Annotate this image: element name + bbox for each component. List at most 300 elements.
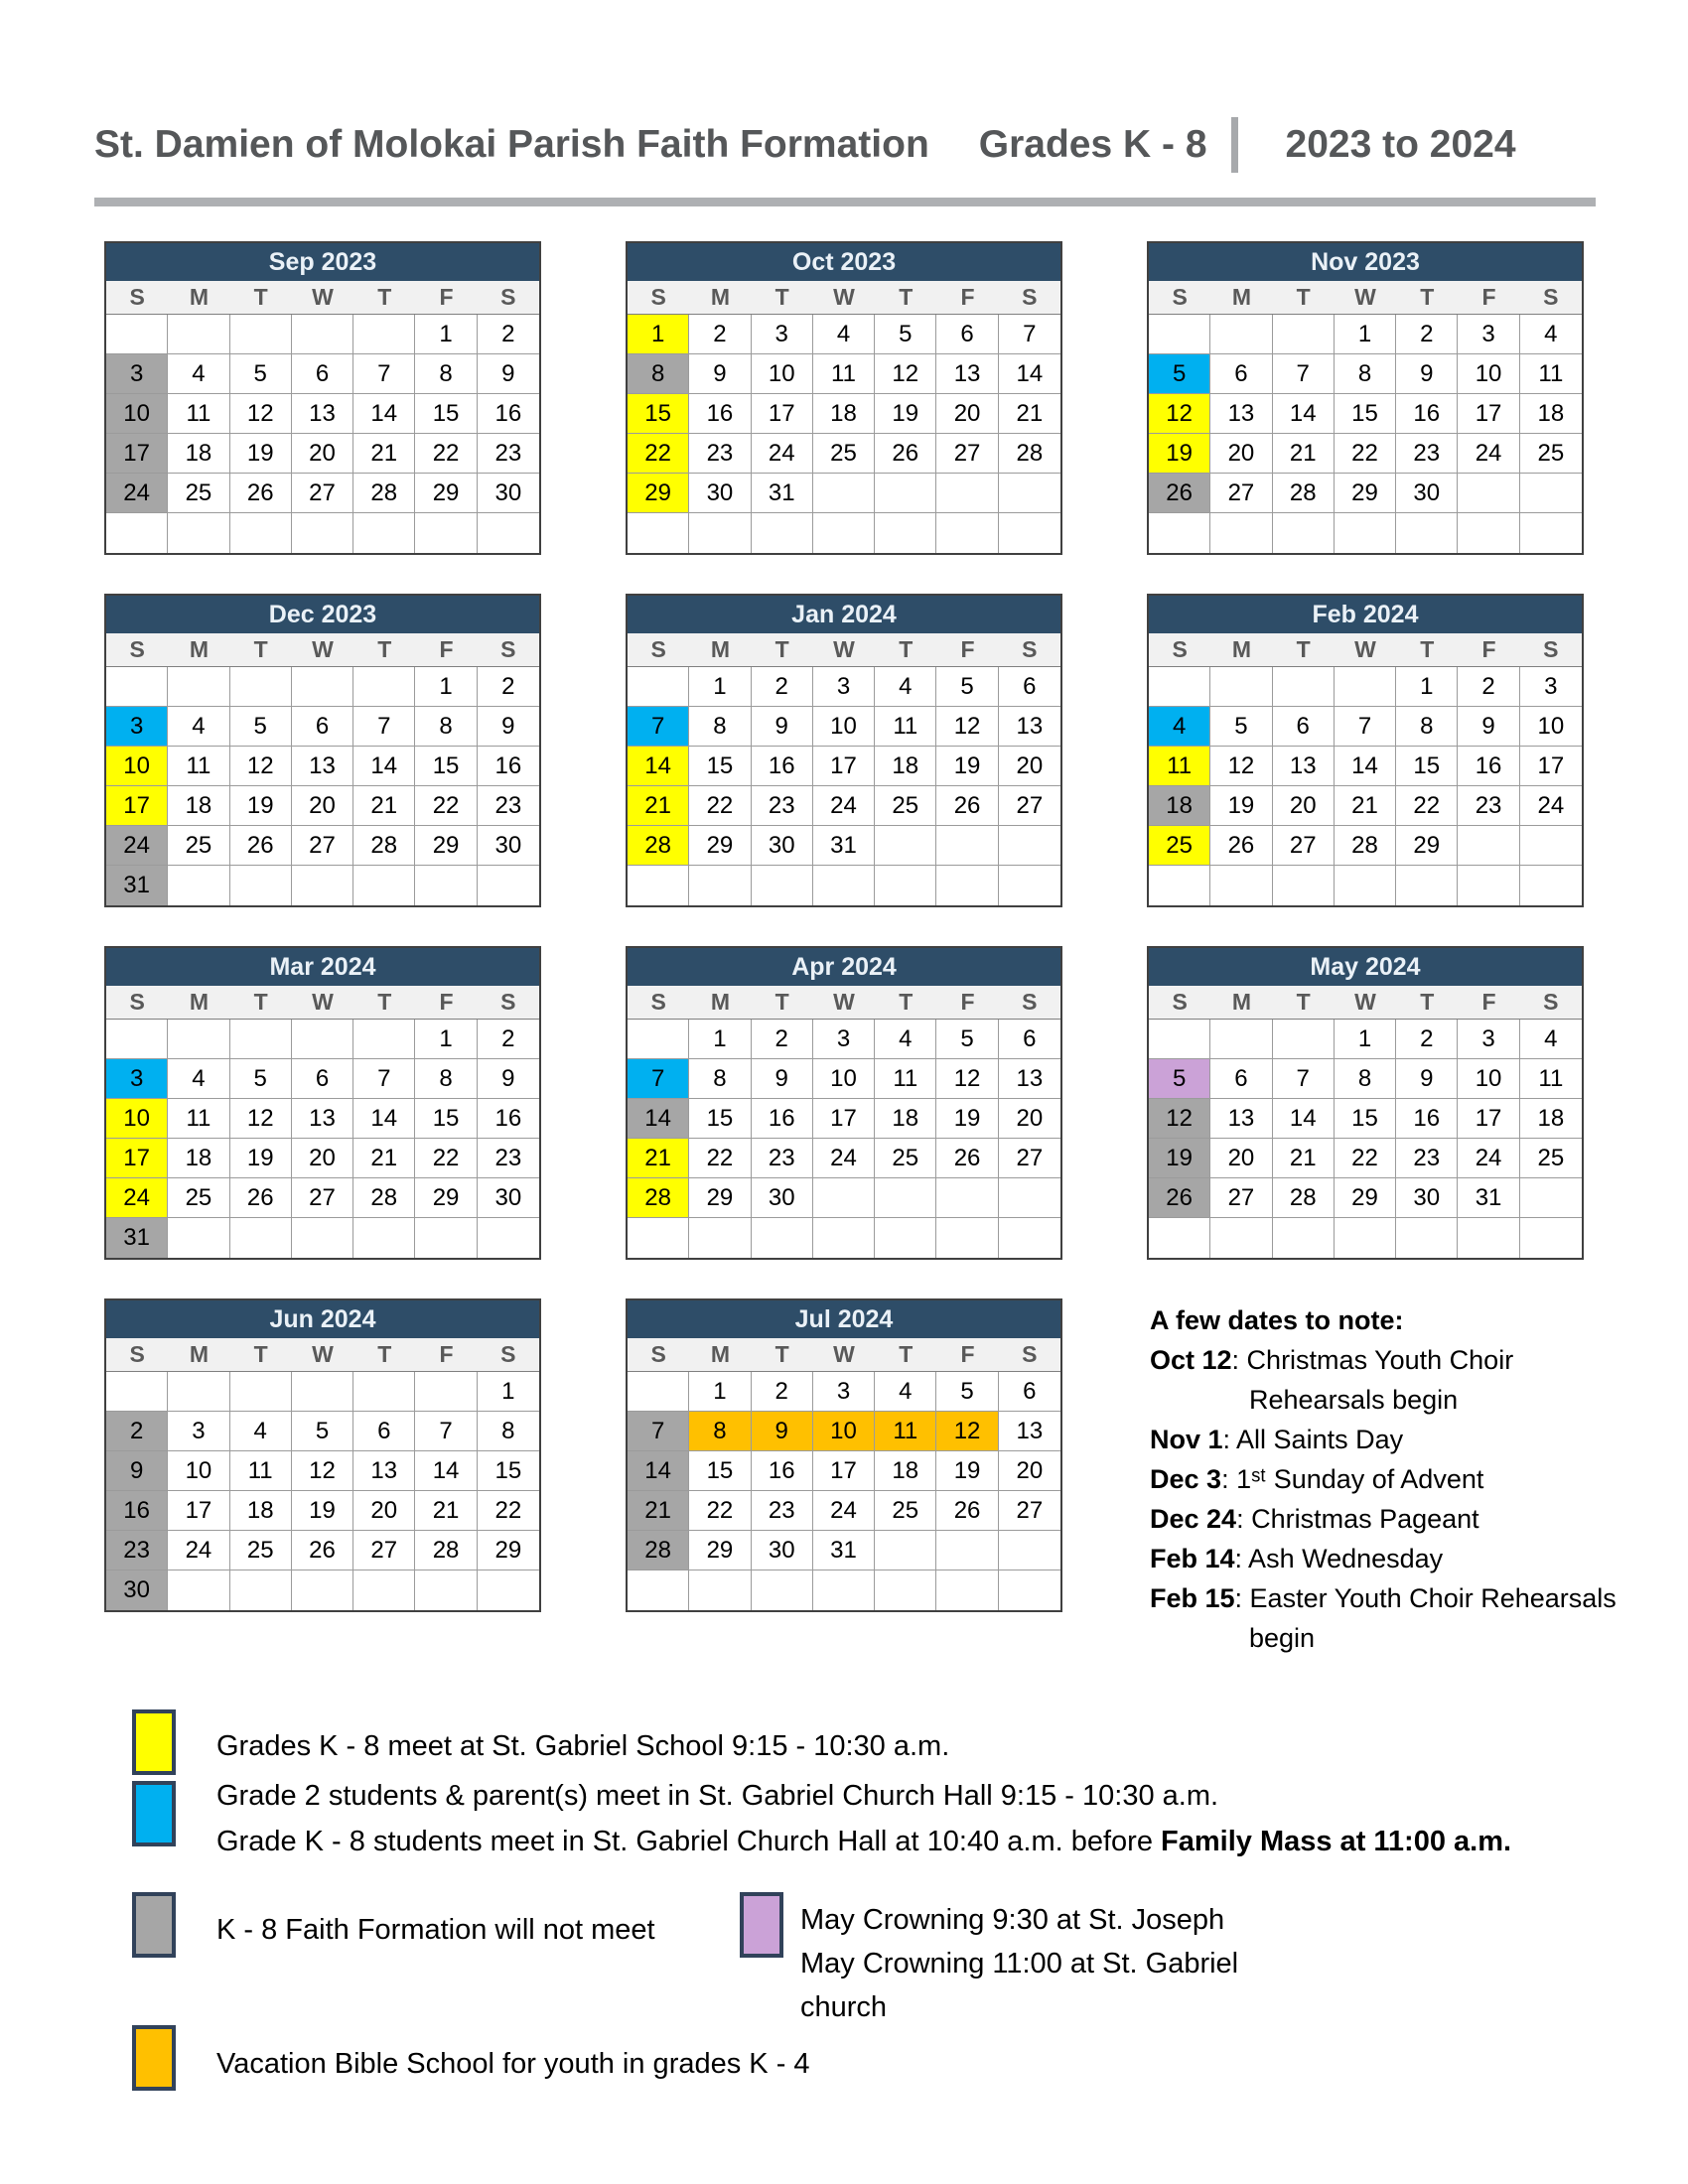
day-cell: 15 xyxy=(1335,394,1396,434)
day-cell: 8 xyxy=(1335,354,1396,394)
month-title: Oct 2023 xyxy=(628,243,1060,281)
day-cell: 9 xyxy=(752,1412,813,1451)
day-cell: 14 xyxy=(628,1451,689,1491)
day-cell: 31 xyxy=(813,826,875,866)
month-title: Sep 2023 xyxy=(106,243,539,281)
day-cell: 14 xyxy=(1273,1099,1335,1139)
day-cell: 15 xyxy=(689,1099,751,1139)
empty-cell xyxy=(1335,513,1396,553)
day-cell: 23 xyxy=(752,1139,813,1178)
empty-cell xyxy=(813,1178,875,1218)
empty-cell xyxy=(478,866,539,905)
empty-cell xyxy=(168,315,229,354)
empty-cell xyxy=(292,1372,353,1412)
weekday-header-row xyxy=(106,633,539,667)
day-cell: 5 xyxy=(1210,707,1272,747)
empty-cell xyxy=(292,513,353,553)
note-item: Oct 12: Christmas Youth Choir xyxy=(1150,1345,1514,1375)
day-cell: 24 xyxy=(106,1178,168,1218)
day-cell: 10 xyxy=(1458,1059,1519,1099)
day-cell: 1 xyxy=(689,1020,751,1059)
day-cell: 18 xyxy=(230,1491,292,1531)
day-cell: 18 xyxy=(168,786,229,826)
day-cell: 27 xyxy=(292,826,353,866)
week-row xyxy=(106,866,539,905)
day-cell: 16 xyxy=(478,747,539,786)
week-row xyxy=(1149,513,1582,553)
weekday-label: T xyxy=(1296,636,1311,662)
weekday-label: S xyxy=(129,989,145,1015)
weekday-header-row xyxy=(1149,986,1582,1020)
day-cell: 21 xyxy=(415,1491,477,1531)
day-cell: 12 xyxy=(936,1412,998,1451)
day-cell: 29 xyxy=(415,1178,477,1218)
day-cell: 14 xyxy=(353,394,415,434)
day-cell: 25 xyxy=(875,1139,936,1178)
note-item-continuation: begin xyxy=(1249,1623,1316,1653)
day-cell: 5 xyxy=(292,1412,353,1451)
empty-cell xyxy=(1520,474,1582,513)
empty-cell xyxy=(1149,1218,1210,1258)
day-cell: 12 xyxy=(936,1059,998,1099)
legend-swatch-yellow xyxy=(132,1709,176,1775)
day-cell: 8 xyxy=(1335,1059,1396,1099)
day-cell: 4 xyxy=(168,354,229,394)
day-cell: 22 xyxy=(689,1491,751,1531)
day-cell: 5 xyxy=(230,354,292,394)
day-cell: 28 xyxy=(415,1531,477,1570)
week-row xyxy=(106,1218,539,1258)
empty-cell xyxy=(813,1570,875,1610)
week-row xyxy=(1149,434,1582,474)
empty-cell xyxy=(415,1570,477,1610)
day-cell: 14 xyxy=(415,1451,477,1491)
weekday-label: S xyxy=(1022,284,1038,310)
day-cell: 5 xyxy=(936,1372,998,1412)
legend-purple-line3: church xyxy=(800,1991,888,2023)
day-cell: 28 xyxy=(353,826,415,866)
empty-cell xyxy=(1273,667,1335,707)
week-row xyxy=(1149,707,1582,747)
weekday-label: W xyxy=(833,284,855,310)
day-cell: 4 xyxy=(1520,1020,1582,1059)
day-cell: 3 xyxy=(813,1020,875,1059)
week-row xyxy=(106,1020,539,1059)
day-cell: 29 xyxy=(478,1531,539,1570)
day-cell: 25 xyxy=(168,826,229,866)
month-title: Jan 2024 xyxy=(628,596,1060,633)
empty-cell xyxy=(752,513,813,553)
day-cell: 3 xyxy=(1520,667,1582,707)
week-row xyxy=(1149,354,1582,394)
day-cell: 16 xyxy=(478,1099,539,1139)
day-cell: 1 xyxy=(415,1020,477,1059)
week-row xyxy=(1149,1178,1582,1218)
week-row xyxy=(628,1491,1060,1531)
day-cell: 9 xyxy=(752,1059,813,1099)
day-cell: 5 xyxy=(230,1059,292,1099)
week-row xyxy=(106,1491,539,1531)
week-row xyxy=(628,826,1060,866)
day-cell: 17 xyxy=(168,1491,229,1531)
day-cell: 4 xyxy=(1149,707,1210,747)
day-cell: 2 xyxy=(478,1020,539,1059)
empty-cell xyxy=(1335,1218,1396,1258)
day-cell: 23 xyxy=(106,1531,168,1570)
day-cell: 24 xyxy=(106,826,168,866)
day-cell: 26 xyxy=(1149,1178,1210,1218)
empty-cell xyxy=(936,1570,998,1610)
day-cell: 1 xyxy=(689,667,751,707)
weekday-label: T xyxy=(1296,989,1311,1015)
month-title: Jul 2024 xyxy=(628,1300,1060,1338)
weekday-label: S xyxy=(129,1341,145,1367)
empty-cell xyxy=(478,1570,539,1610)
weekday-label: T xyxy=(253,989,268,1015)
empty-cell xyxy=(689,1218,751,1258)
day-cell: 12 xyxy=(875,354,936,394)
day-cell: 28 xyxy=(1273,474,1335,513)
weekday-label: F xyxy=(960,284,975,310)
day-cell: 6 xyxy=(353,1412,415,1451)
week-row xyxy=(628,707,1060,747)
empty-cell xyxy=(752,1218,813,1258)
day-cell: 18 xyxy=(875,1451,936,1491)
day-cell: 2 xyxy=(478,315,539,354)
day-cell: 23 xyxy=(752,1491,813,1531)
calendar-may-2024 xyxy=(1147,946,1584,1260)
day-cell: 6 xyxy=(292,707,353,747)
empty-cell xyxy=(689,1570,751,1610)
day-cell: 23 xyxy=(1458,786,1519,826)
day-cell: 28 xyxy=(628,826,689,866)
day-cell: 9 xyxy=(1396,354,1458,394)
day-cell: 6 xyxy=(1210,1059,1272,1099)
note-item-continuation: Rehearsals begin xyxy=(1249,1385,1459,1415)
day-cell: 7 xyxy=(628,1412,689,1451)
empty-cell xyxy=(999,1570,1060,1610)
weekday-label: T xyxy=(253,1341,268,1367)
day-cell: 10 xyxy=(813,1412,875,1451)
day-cell: 7 xyxy=(628,1059,689,1099)
day-cell: 31 xyxy=(752,474,813,513)
week-row xyxy=(106,1451,539,1491)
week-row xyxy=(106,394,539,434)
legend-swatch-orange xyxy=(132,2025,176,2091)
day-cell: 9 xyxy=(689,354,751,394)
day-cell: 25 xyxy=(875,786,936,826)
day-cell: 15 xyxy=(689,747,751,786)
day-cell: 20 xyxy=(1210,434,1272,474)
day-cell: 2 xyxy=(1396,315,1458,354)
day-cell: 30 xyxy=(752,1178,813,1218)
week-row xyxy=(1149,1020,1582,1059)
day-cell: 11 xyxy=(168,747,229,786)
day-cell: 2 xyxy=(752,1372,813,1412)
weekday-label: S xyxy=(1022,636,1038,662)
day-cell: 9 xyxy=(1458,707,1519,747)
week-row xyxy=(106,1372,539,1412)
day-cell: 13 xyxy=(999,707,1060,747)
day-cell: 13 xyxy=(936,354,998,394)
weekday-label: T xyxy=(1420,989,1435,1015)
day-cell: 24 xyxy=(813,1139,875,1178)
weekday-label: F xyxy=(960,636,975,662)
week-row xyxy=(628,1531,1060,1570)
day-cell: 11 xyxy=(168,1099,229,1139)
day-cell: 8 xyxy=(478,1412,539,1451)
empty-cell xyxy=(106,1020,168,1059)
weekday-label: S xyxy=(650,1341,666,1367)
empty-cell xyxy=(999,866,1060,905)
weekday-label: S xyxy=(650,989,666,1015)
weekday-label: F xyxy=(1481,284,1496,310)
day-cell: 4 xyxy=(875,667,936,707)
empty-cell xyxy=(813,513,875,553)
day-cell: 18 xyxy=(875,747,936,786)
day-cell: 29 xyxy=(415,826,477,866)
week-row xyxy=(106,1139,539,1178)
week-row xyxy=(628,1218,1060,1258)
day-cell: 3 xyxy=(813,667,875,707)
week-row xyxy=(628,1570,1060,1610)
weekday-header-row xyxy=(628,986,1060,1020)
day-cell: 30 xyxy=(752,826,813,866)
day-cell: 19 xyxy=(936,1099,998,1139)
empty-cell xyxy=(353,315,415,354)
day-cell: 11 xyxy=(875,707,936,747)
month-title: Feb 2024 xyxy=(1149,596,1582,633)
day-cell: 1 xyxy=(628,315,689,354)
empty-cell xyxy=(999,1178,1060,1218)
weekday-label: S xyxy=(500,636,516,662)
day-cell: 1 xyxy=(1396,667,1458,707)
empty-cell xyxy=(1458,1218,1519,1258)
empty-cell xyxy=(936,1178,998,1218)
day-cell: 27 xyxy=(936,434,998,474)
weekday-label: T xyxy=(253,284,268,310)
weekday-header-row xyxy=(628,1338,1060,1372)
day-cell: 12 xyxy=(1149,1099,1210,1139)
weekday-label: S xyxy=(1172,284,1188,310)
day-cell: 4 xyxy=(168,1059,229,1099)
empty-cell xyxy=(1210,1020,1272,1059)
legend-blue-line2: Grade K - 8 students meet in St. Gabriel Church Hall at 10:40 a.m. before Family Mass at 11:00 a.m. xyxy=(216,1826,1512,1857)
weekday-label: M xyxy=(1231,989,1251,1015)
day-cell: 24 xyxy=(1458,1139,1519,1178)
day-cell: 8 xyxy=(628,354,689,394)
empty-cell xyxy=(875,1531,936,1570)
empty-cell xyxy=(230,1372,292,1412)
title-divider xyxy=(1231,117,1238,173)
empty-cell xyxy=(999,513,1060,553)
week-row xyxy=(1149,1139,1582,1178)
empty-cell xyxy=(936,1531,998,1570)
day-cell: 16 xyxy=(689,394,751,434)
day-cell: 27 xyxy=(1273,826,1335,866)
day-cell: 28 xyxy=(353,1178,415,1218)
day-cell: 4 xyxy=(168,707,229,747)
day-cell: 11 xyxy=(168,394,229,434)
day-cell: 13 xyxy=(999,1059,1060,1099)
day-cell: 6 xyxy=(1210,354,1272,394)
day-cell: 29 xyxy=(1396,826,1458,866)
day-cell: 22 xyxy=(415,1139,477,1178)
weekday-label: T xyxy=(1420,636,1435,662)
day-cell: 16 xyxy=(1396,1099,1458,1139)
day-cell: 8 xyxy=(1396,707,1458,747)
weekday-label: M xyxy=(1231,284,1251,310)
day-cell: 10 xyxy=(1520,707,1582,747)
empty-cell xyxy=(628,1570,689,1610)
day-cell: 28 xyxy=(999,434,1060,474)
weekday-label: S xyxy=(1172,636,1188,662)
calendar-oct-2023 xyxy=(626,241,1062,555)
day-cell: 7 xyxy=(999,315,1060,354)
weekday-label: M xyxy=(710,1341,730,1367)
week-row xyxy=(1149,1059,1582,1099)
empty-cell xyxy=(230,667,292,707)
day-cell: 2 xyxy=(752,667,813,707)
weekday-header-row xyxy=(1149,633,1582,667)
day-cell: 5 xyxy=(936,1020,998,1059)
day-cell: 15 xyxy=(689,1451,751,1491)
empty-cell xyxy=(1149,315,1210,354)
day-cell: 6 xyxy=(1273,707,1335,747)
day-cell: 1 xyxy=(1335,1020,1396,1059)
day-cell: 19 xyxy=(230,434,292,474)
empty-cell xyxy=(628,513,689,553)
day-cell: 10 xyxy=(752,354,813,394)
weekday-label: S xyxy=(500,1341,516,1367)
day-cell: 11 xyxy=(1520,354,1582,394)
empty-cell xyxy=(752,1570,813,1610)
day-cell: 18 xyxy=(168,434,229,474)
legend-purple-line1: May Crowning 9:30 at St. Joseph xyxy=(800,1904,1225,1936)
week-row xyxy=(106,513,539,553)
day-cell: 15 xyxy=(415,747,477,786)
day-cell: 18 xyxy=(1520,394,1582,434)
day-cell: 7 xyxy=(1273,354,1335,394)
day-cell: 22 xyxy=(1396,786,1458,826)
empty-cell xyxy=(1458,513,1519,553)
day-cell: 28 xyxy=(353,474,415,513)
week-row xyxy=(106,1570,539,1610)
empty-cell xyxy=(1520,513,1582,553)
day-cell: 21 xyxy=(353,434,415,474)
week-row xyxy=(1149,786,1582,826)
empty-cell xyxy=(999,1531,1060,1570)
weekday-label: T xyxy=(1296,284,1311,310)
empty-cell xyxy=(936,513,998,553)
weekday-label: W xyxy=(312,636,334,662)
day-cell: 20 xyxy=(292,434,353,474)
empty-cell xyxy=(875,513,936,553)
day-cell: 15 xyxy=(1335,1099,1396,1139)
note-item: Feb 15: Easter Youth Choir Rehearsals xyxy=(1150,1583,1617,1613)
day-cell: 20 xyxy=(999,1451,1060,1491)
week-row xyxy=(628,434,1060,474)
empty-cell xyxy=(875,1178,936,1218)
empty-cell xyxy=(1273,866,1335,905)
empty-cell xyxy=(999,1218,1060,1258)
week-row xyxy=(628,1020,1060,1059)
weekday-label: S xyxy=(1022,1341,1038,1367)
day-cell: 19 xyxy=(936,1451,998,1491)
day-cell: 21 xyxy=(628,786,689,826)
weekday-label: F xyxy=(439,1341,454,1367)
day-cell: 31 xyxy=(106,866,168,905)
empty-cell xyxy=(353,1218,415,1258)
day-cell: 21 xyxy=(353,1139,415,1178)
week-row xyxy=(628,786,1060,826)
day-cell: 24 xyxy=(106,474,168,513)
week-row xyxy=(1149,667,1582,707)
day-cell: 25 xyxy=(230,1531,292,1570)
day-cell: 2 xyxy=(106,1412,168,1451)
day-cell: 3 xyxy=(1458,1020,1519,1059)
day-cell: 18 xyxy=(813,394,875,434)
day-cell: 16 xyxy=(1396,394,1458,434)
day-cell: 9 xyxy=(106,1451,168,1491)
week-row xyxy=(628,866,1060,905)
day-cell: 17 xyxy=(106,786,168,826)
day-cell: 29 xyxy=(689,826,751,866)
day-cell: 23 xyxy=(752,786,813,826)
calendar-feb-2024 xyxy=(1147,594,1584,907)
calendar-dec-2023 xyxy=(104,594,541,907)
empty-cell xyxy=(752,866,813,905)
day-cell: 26 xyxy=(230,1178,292,1218)
note-item: Feb 14: Ash Wednesday xyxy=(1150,1544,1444,1573)
day-cell: 20 xyxy=(999,1099,1060,1139)
day-cell: 3 xyxy=(813,1372,875,1412)
day-cell: 29 xyxy=(689,1531,751,1570)
weekday-label: S xyxy=(1172,989,1188,1015)
day-cell: 27 xyxy=(292,1178,353,1218)
day-cell: 16 xyxy=(478,394,539,434)
note-item: Dec 24: Christmas Pageant xyxy=(1150,1504,1479,1534)
empty-cell xyxy=(936,866,998,905)
day-cell: 31 xyxy=(106,1218,168,1258)
empty-cell xyxy=(875,866,936,905)
day-cell: 30 xyxy=(752,1531,813,1570)
day-cell: 30 xyxy=(1396,474,1458,513)
day-cell: 19 xyxy=(1210,786,1272,826)
empty-cell xyxy=(628,1372,689,1412)
empty-cell xyxy=(1520,866,1582,905)
empty-cell xyxy=(1396,1218,1458,1258)
day-cell: 4 xyxy=(875,1372,936,1412)
empty-cell xyxy=(999,826,1060,866)
page-title: St. Damien of Molokai Parish Faith Formation xyxy=(94,123,929,166)
day-cell: 21 xyxy=(1273,434,1335,474)
day-cell: 21 xyxy=(999,394,1060,434)
week-row xyxy=(628,667,1060,707)
day-cell: 5 xyxy=(936,667,998,707)
weekday-label: T xyxy=(899,1341,914,1367)
weekday-label: W xyxy=(833,989,855,1015)
week-row xyxy=(1149,394,1582,434)
day-cell: 29 xyxy=(1335,1178,1396,1218)
empty-cell xyxy=(1273,1020,1335,1059)
weekday-header-row xyxy=(106,281,539,315)
day-cell: 19 xyxy=(292,1491,353,1531)
day-cell: 24 xyxy=(1458,434,1519,474)
day-cell: 27 xyxy=(292,474,353,513)
weekday-label: F xyxy=(439,989,454,1015)
day-cell: 13 xyxy=(1210,394,1272,434)
